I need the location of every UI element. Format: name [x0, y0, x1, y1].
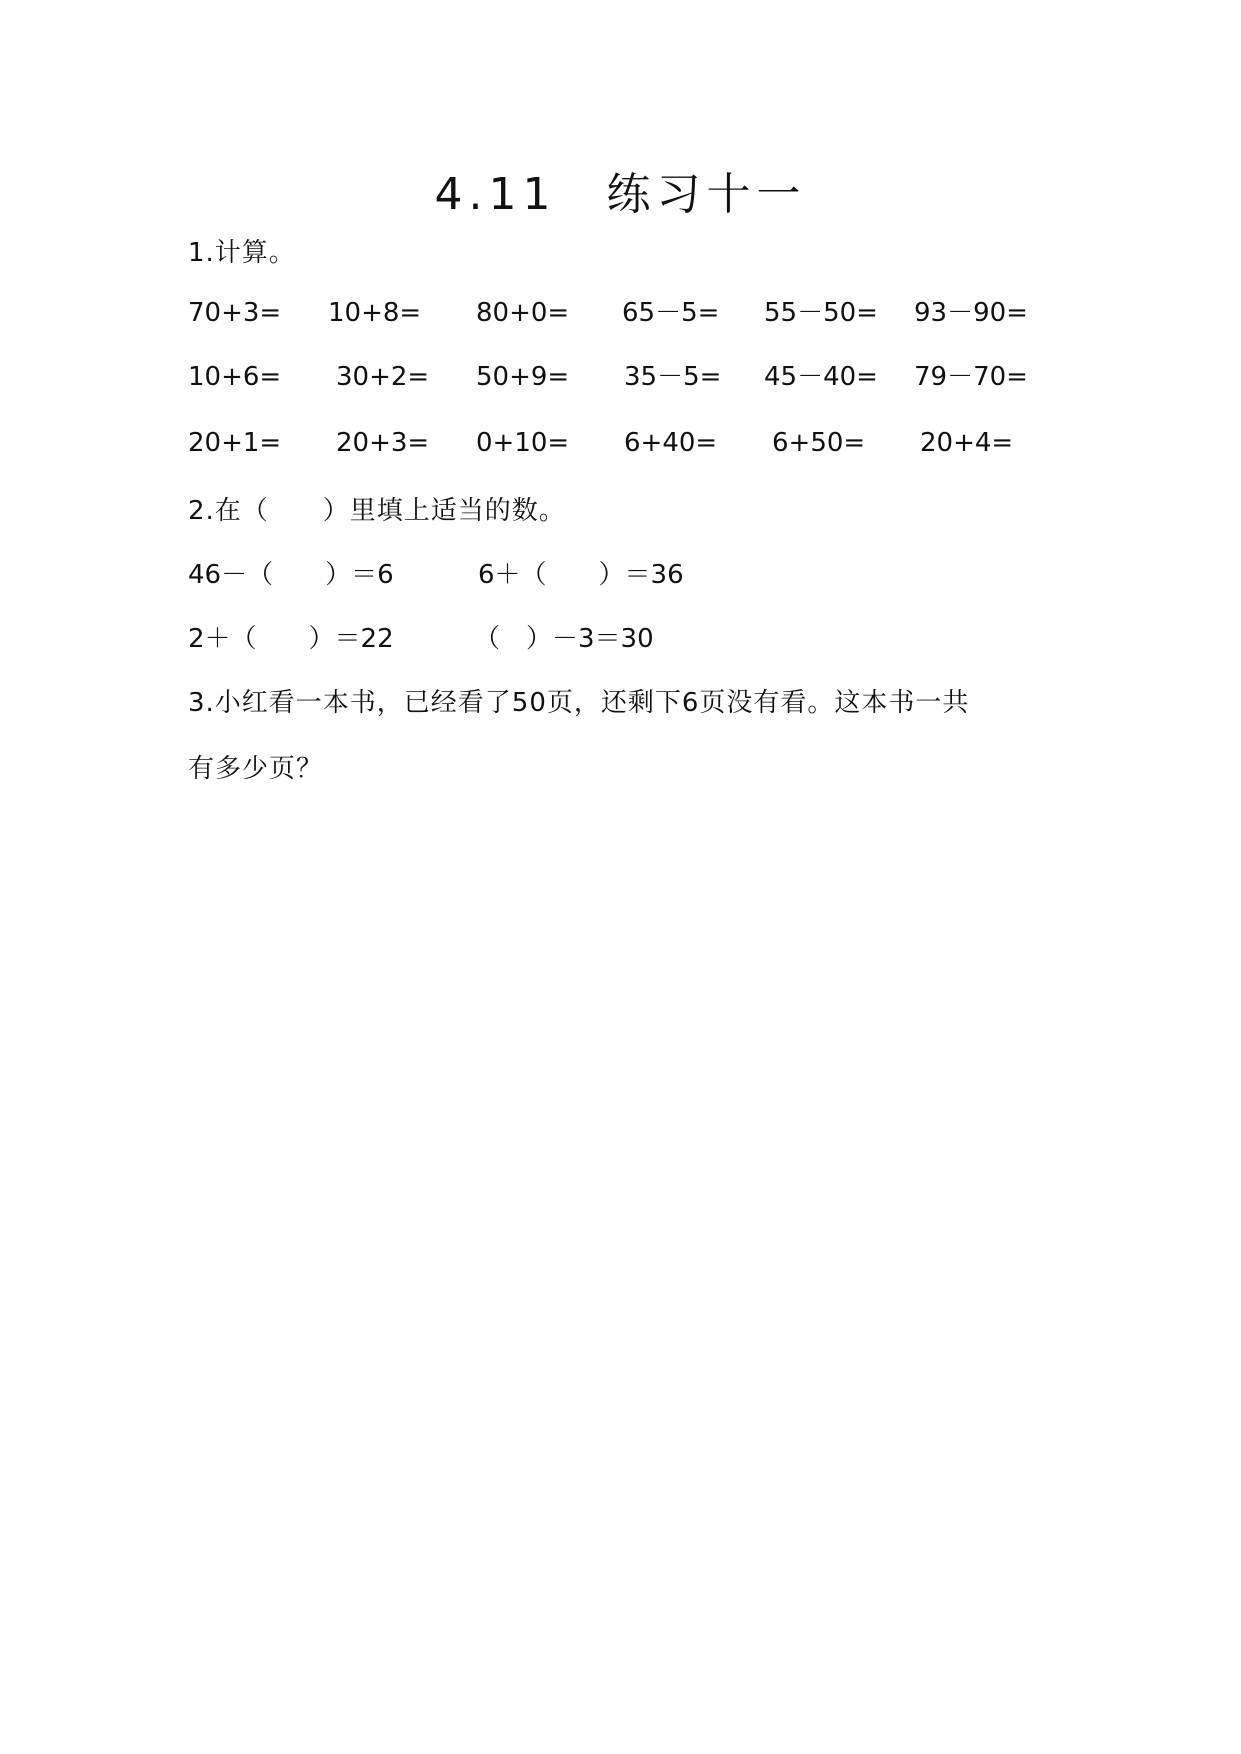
calc-item: 10+8=: [328, 298, 422, 328]
calc-item: 35－5=: [624, 362, 722, 392]
calc-row-3: [188, 426, 1088, 460]
fill-blank-item: 46－（ ）＝6: [188, 560, 394, 590]
calc-item: 0+10=: [476, 428, 570, 458]
calc-item: 80+0=: [476, 298, 570, 328]
fill-row-1: [188, 558, 1088, 592]
section2-heading: 2.在（ ）里填上适当的数。: [188, 496, 566, 526]
calc-item: 30+2=: [336, 362, 430, 392]
word-problem-line-2: 有多少页？: [188, 754, 324, 784]
fill-blank-item: 2＋（ ）＝22: [188, 624, 394, 654]
fill-blank-item: （ ）－3＝30: [474, 624, 654, 654]
section1-heading: 1.计算。: [188, 238, 296, 268]
calc-item: 20+4=: [920, 428, 1014, 458]
fill-blank-item: 6＋（ ）＝36: [478, 560, 684, 590]
calc-item: 20+3=: [336, 428, 430, 458]
calc-row-1: [188, 296, 1088, 330]
calc-item: 6+50=: [772, 428, 866, 458]
fill-row-2: [188, 622, 1088, 656]
calc-item: 50+9=: [476, 362, 570, 392]
calc-item: 20+1=: [188, 428, 282, 458]
calc-item: 45－40=: [764, 362, 878, 392]
calc-item: 93－90=: [914, 298, 1028, 328]
calc-row-2: [188, 360, 1088, 394]
calc-item: 10+6=: [188, 362, 282, 392]
calc-item: 79－70=: [914, 362, 1028, 392]
calc-item: 70+3=: [188, 298, 282, 328]
word-problem-line-1: 3.小红看一本书，已经看了50页，还剩下6页没有看。这本书一共: [188, 688, 970, 718]
calc-item: 6+40=: [624, 428, 718, 458]
calc-item: 65－5=: [622, 298, 720, 328]
page-title: 4.11 练习十一: [434, 169, 807, 220]
calc-item: 55－50=: [764, 298, 878, 328]
